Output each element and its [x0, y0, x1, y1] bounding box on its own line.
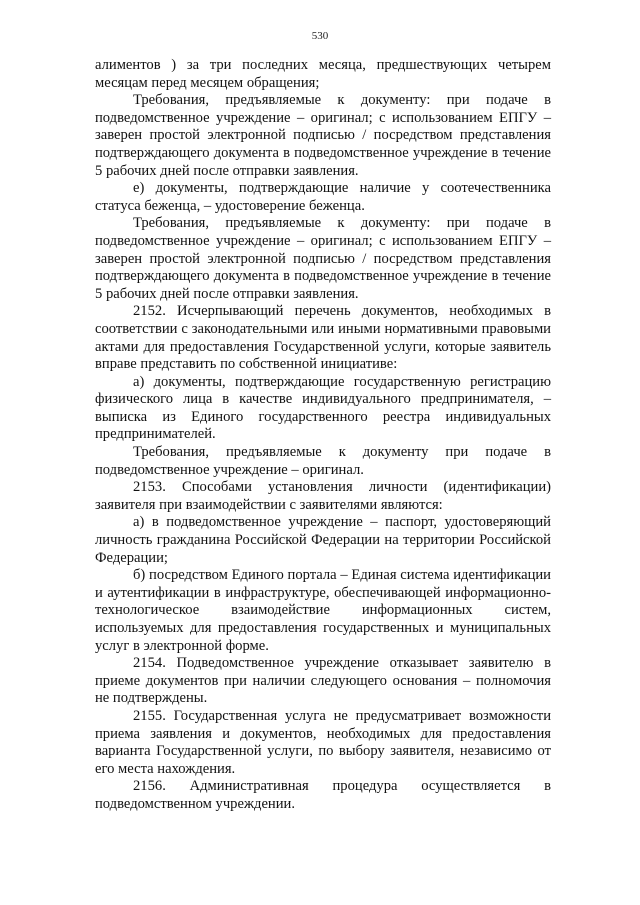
paragraph: а) в подведомственное учреждение – паспорт, удостоверяющий личность гражданина Российской Федерации на территории Российской Федерации; — [95, 514, 551, 566]
paragraph: 2156. Административная процедура осуществляется в подведомственном учреждении. — [95, 778, 551, 812]
page-number: 530 — [311, 30, 329, 42]
paragraph: Требования, предъявляемые к документу: при подаче в подведомственное учреждение – оригинал; с использованием ЕПГУ – заверен простой электронной подписью / посредством представления подтверждающего документа в подведомственное учреждение в течение 5 рабочих дней после отправки заявления. — [95, 215, 551, 302]
paragraph: 2154. Подведомственное учреждение отказывает заявителю в приеме документов при наличии следующего основания – полномочия не подтверждены. — [95, 655, 551, 707]
paragraph: 2152. Исчерпывающий перечень документов, необходимых в соответствии с законодательными или иными нормативными правовыми актами для предоставления Государственной услуги, которые заявитель вправе представить по собственной инициативе: — [95, 303, 551, 373]
paragraph: а) документы, подтверждающие государственную регистрацию физического лица в качестве индивидуального предпринимателя, – выписка из Единого государственного реестра индивидуальных предпринимателей. — [95, 373, 551, 443]
paragraph: Требования, предъявляемые к документу: при подаче в подведомственное учреждение – оригинал; с использованием ЕПГУ – заверен простой электронной подписью / посредством представления подтверждающего документа в подведомственное учреждение в течение 5 рабочих дней после отправки заявления. — [95, 92, 551, 179]
paragraph: Требования, предъявляемые к документу при подаче в подведомственное учреждение – оригинал. — [95, 444, 551, 478]
paragraph: б) посредством Единого портала – Единая система идентификации и аутентификации в инфраструктуре, обеспечивающей информационно-технологическое взаимодействие информационных систем, используемых для предоставления государственных и муниципальных услуг в электронной форме. — [95, 567, 551, 654]
paragraph: е) документы, подтверждающие наличие у соотечественника статуса беженца, – удостоверение беженца. — [95, 180, 551, 214]
paragraph: 2153. Способами установления личности (идентификации) заявителя при взаимодействии с заявителями являются: — [95, 479, 551, 513]
document-body — [95, 57, 551, 814]
paragraph: 2155. Государственная услуга не предусматривает возможности приема заявления и документов, необходимых для предоставления варианта Государственной услуги, по выбору заявителя, независимо от его места нахождения. — [95, 707, 551, 777]
paragraph: алиментов ) за три последних месяца, предшествующих четырем месяцам перед месяцем обращения; — [95, 57, 551, 91]
